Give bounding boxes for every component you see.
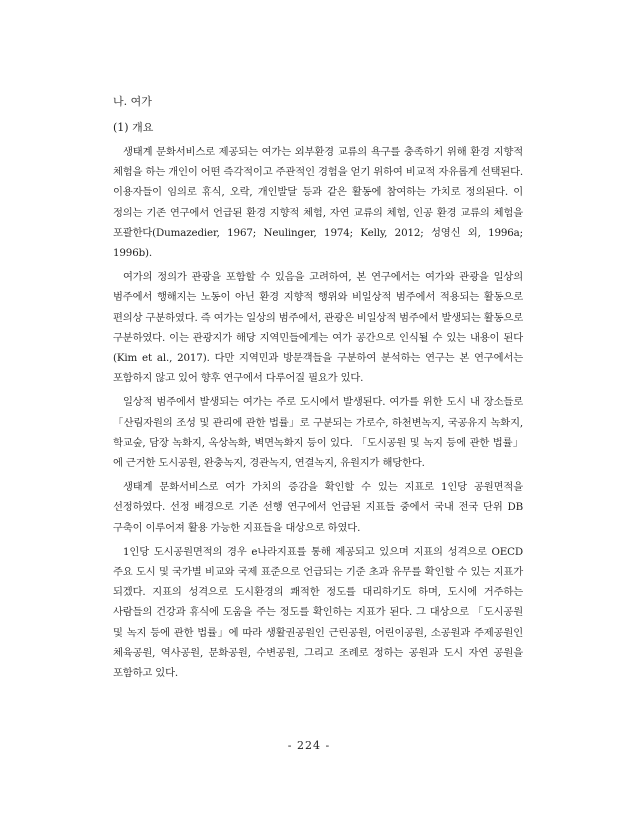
paragraph-definition: 생태계 문화서비스로 제공되는 여가는 외부환경 교류의 욕구를 충족하기 위해 환경 지향적 체험을 하는 개인이 어떤 즉각적이고 주관적인 경험을 얻기 위하여 비교적 자유롭게 선택된다. 이용자들이 임의로 휴식, 오락, 개인발달 등과 같은 활동에 참여하는 가치로 정의된다. 이 정의는 기존 연구에서 언급된 환경 지향적 체험, 자연 교류의 체험, 인공 환경 교류의 체험을 포괄한다(Dumazedier, 1967; Neulinger, 1974; Kelly, 2012; 성영신 외, 1996a; 1996b). xyxy=(113,146,523,260)
paragraph-park-area-indicator: 1인당 도시공원면적의 경우 e나라지표를 통해 제공되고 있으며 지표의 성격으로 OECD 주요 도시 및 국가별 비교와 국제 표준으로 언급되는 기준 초과 유무를 확인할 수 있는 지표가 되겠다. 지표의 성격으로 도시환경의 쾌적한 정도를 대리하기도 하며, 도시에 거주하는 사람들의 건강과 휴식에 도움을 주는 정도를 확인하는 지표가 된다. 그 대상으로 「도시공원 및 녹지 등에 관한 법률」에 따라 생활권공원인 근린공원, 어린이공원, 소공원과 주제공원인 체육공원, 역사공원, 문화공원, 수변공원, 그리고 조례로 정하는 공원과 도시 자연 공원을 포함하고 있다. xyxy=(113,545,523,680)
paragraph-indicator-selection: 생태계 문화서비스로 여가 가치의 증감을 확인할 수 있는 지표로 1인당 공원면적을 선정하였다. 선정 배경으로 기존 선행 연구에서 언급된 지표들 중에서 국내 전국 단위 DB 구축이 이루어져 활용 가능한 지표들을 대상으로 하였다. xyxy=(113,481,523,534)
paragraph-urban-places: 일상적 범주에서 발생되는 여가는 주로 도시에서 발생된다. 여가를 위한 도시 내 장소들로 「산림자원의 조성 및 관리에 관한 법률」로 구분되는 가로수, 하천변녹지, 국공유지 녹화지, 학교숲, 담장 녹화지, 옥상녹화, 벽면녹화지 등이 있다. 「도시공원 및 녹지 등에 관한 법률」에 근거한 도시공원, 완충녹지, 경관녹지, 연결녹지, 유원지가 해당한다. xyxy=(113,396,523,470)
page-number: - 224 - xyxy=(287,739,331,752)
paragraph-leisure-vs-tourism: 여가의 정의가 관광을 포함할 수 있음을 고려하여, 본 연구에서는 여가와 관광을 일상의 범주에서 행해지는 노동이 아닌 환경 지향적 행위와 비일상적 범주에서 적용되는 활동으로 편의상 구분하였다. 즉 여가는 일상의 범주에서, 관광은 비일상적 범주에서 발생되는 활동으로 구분하였다. 이는 관광지가 해당 지역민들에게는 여가 공간으로 인식될 수 있는 내용이 된다(Kim et al., 2017). 다만 지역민과 방문객들을 구분하여 분석하는 연구는 본 연구에서는 포함하지 않고 있어 향후 연구에서 다루어질 필요가 있다. xyxy=(113,271,523,385)
subsection-heading: (1) 개요 xyxy=(113,121,154,134)
section-heading: 나. 여가 xyxy=(113,95,152,108)
page-content xyxy=(113,94,523,687)
